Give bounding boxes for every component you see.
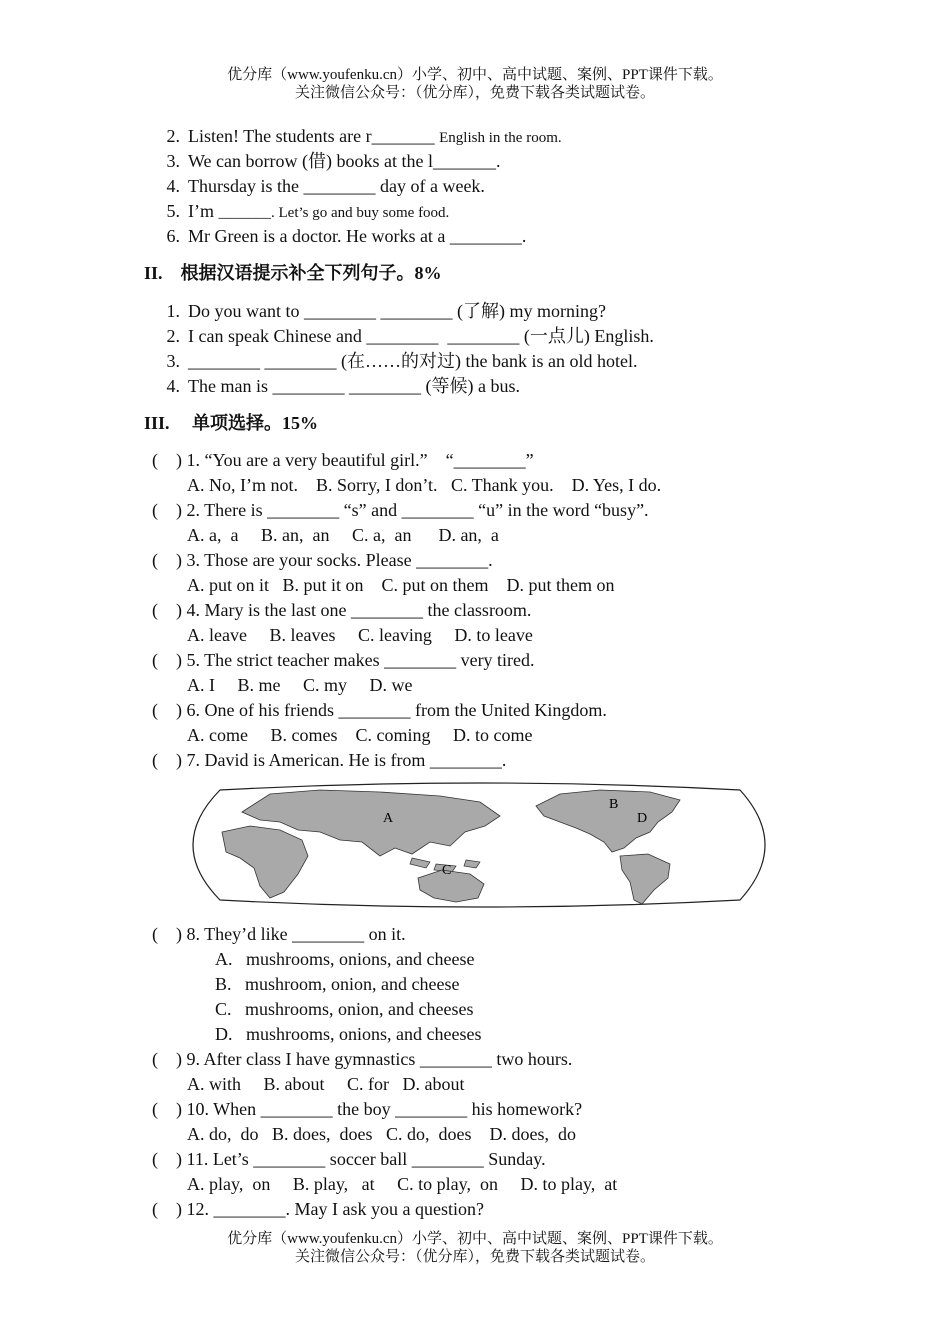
question-10: ( ) 10. When ________ the boy ________ his homework?: [152, 1099, 583, 1119]
section-3-title: III. 单项选择。15%: [144, 413, 319, 433]
question-8: ( ) 8. They’d like ________ on it.: [152, 924, 406, 944]
question-5-options: A. I B. me C. my D. we: [187, 675, 413, 695]
question-8-option-a: A. mushrooms, onions, and cheese: [215, 949, 475, 969]
page-header: [0, 66, 950, 102]
question-4-options: A. leave B. leaves C. leaving D. to leave: [187, 625, 533, 645]
question-8-option-b: B. mushroom, onion, and cheese: [215, 974, 460, 994]
question-3-options: A. put on it B. put it on C. put on them D. put them on: [187, 575, 615, 595]
fill-item-2: 2. Listen! The students are r_______ English in the room.: [166, 126, 562, 146]
question-10-options: A. do, do B. does, does C. do, does D. does, do: [187, 1124, 576, 1144]
header-line-1: 优分库（www.youfenku.cn）小学、初中、高中试题、案例、PPT课件下载。: [227, 67, 723, 83]
section-2-item-3: 3. ________ ________ (在……的对过) the bank is an old hotel.: [166, 351, 638, 371]
map-label-a: A: [383, 811, 394, 826]
section-2-item-2: 2. I can speak Chinese and ________ ________ (一点儿) English.: [166, 326, 654, 346]
map-label-d: D: [637, 811, 648, 826]
question-2-options: A. a, a B. an, an C. a, an D. an, a: [187, 525, 499, 545]
footer-line-1: 优分库（www.youfenku.cn）小学、初中、高中试题、案例、PPT课件下载。: [227, 1231, 723, 1247]
question-9: ( ) 9. After class I have gymnastics ________ two hours.: [152, 1049, 573, 1069]
fill-item-4: 4. Thursday is the ________ day of a week.: [166, 176, 485, 196]
section-2-title: II. 根据汉语提示补全下列句子。8%: [144, 263, 442, 283]
fill-item-5: 5. I’m _______. Let’s go and buy some food.: [166, 201, 450, 221]
map-label-c: C: [442, 863, 452, 878]
section-2-item-1: 1. Do you want to ________ ________ (了解) my morning?: [166, 301, 606, 321]
fill-item-3: 3. We can borrow (借) books at the l_______.: [166, 151, 501, 171]
question-11-options: A. play, on B. play, at C. to play, on D. to play, at: [187, 1174, 618, 1194]
question-8-option-c: C. mushrooms, onion, and cheeses: [215, 999, 474, 1019]
world-map: [180, 782, 776, 908]
question-12: ( ) 12. ________. May I ask you a question?: [152, 1199, 484, 1219]
section-2-item-4: 4. The man is ________ ________ (等候) a bus.: [166, 376, 520, 396]
page-footer: [0, 1230, 950, 1266]
question-1: ( ) 1. “You are a very beautiful girl.” “________”: [152, 450, 534, 470]
question-9-options: A. with B. about C. for D. about: [187, 1074, 465, 1094]
question-6: ( ) 6. One of his friends ________ from the United Kingdom.: [152, 700, 607, 720]
map-label-b: B: [609, 797, 619, 812]
fill-item-6: 6. Mr Green is a doctor. He works at a ________.: [166, 226, 527, 246]
question-4: ( ) 4. Mary is the last one ________ the classroom.: [152, 600, 532, 620]
header-line-2: 关注微信公众号：（优分库），免费下载各类试题试卷。: [294, 85, 655, 101]
question-7: ( ) 7. David is American. He is from ________.: [152, 750, 507, 770]
footer-line-2: 关注微信公众号：（优分库），免费下载各类试题试卷。: [294, 1249, 655, 1265]
question-2: ( ) 2. There is ________ “s” and ________ “u” in the word “busy”.: [152, 500, 649, 520]
question-1-options: A. No, I’m not. B. Sorry, I don’t. C. Thank you. D. Yes, I do.: [187, 475, 662, 495]
question-5: ( ) 5. The strict teacher makes ________ very tired.: [152, 650, 535, 670]
question-6-options: A. come B. comes C. coming D. to come: [187, 725, 533, 745]
question-11: ( ) 11. Let’s ________ soccer ball ________ Sunday.: [152, 1149, 546, 1169]
question-8-option-d: D. mushrooms, onions, and cheeses: [215, 1024, 482, 1044]
question-3: ( ) 3. Those are your socks. Please ________.: [152, 550, 493, 570]
